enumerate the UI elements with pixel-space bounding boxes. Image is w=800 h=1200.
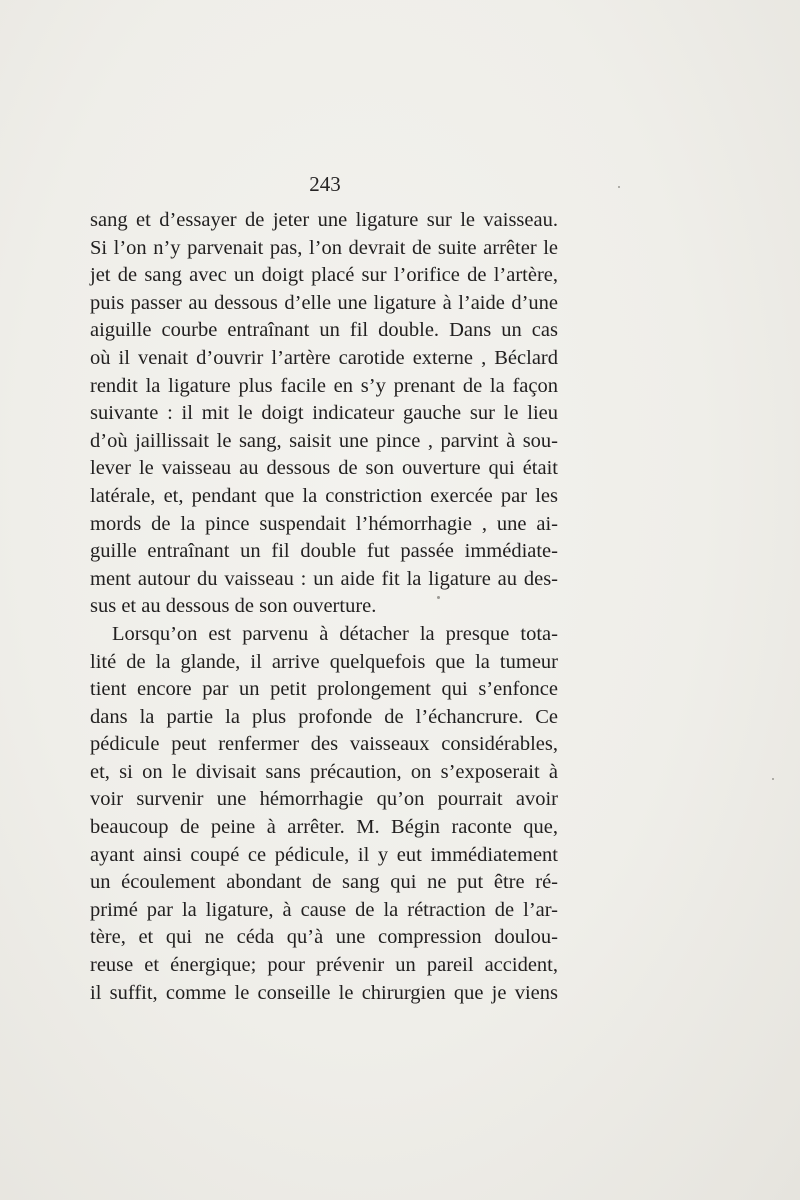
text-line: ment autour du vaisseau : un aide fit la ligature au des- — [90, 567, 558, 590]
text-line: primé par la ligature, à cause de la rétraction de l’ar- — [90, 898, 558, 921]
text-line: rendit la ligature plus facile en s’y prenant de la façon — [90, 374, 558, 397]
paragraph-first-line: Lorsqu’on est parvenu à détacher la presque tota- — [112, 622, 558, 645]
text-line: aiguille courbe entraînant un fil double. Dans un cas — [90, 319, 558, 342]
text-line: latérale, et, pendant que la constriction exercée par les — [90, 484, 558, 507]
text-line: lever le vaisseau au dessous de son ouverture qui était — [90, 457, 558, 480]
text-line: reuse et énergique; pour prévenir un pareil accident, — [90, 954, 558, 977]
text-line: suivante : il mit le doigt indicateur gauche sur le lieu — [90, 402, 558, 425]
text-line: un écoulement abondant de sang qui ne put être ré- — [90, 871, 558, 894]
text-line: dans la partie la plus profonde de l’échancrure. Ce — [90, 705, 558, 728]
text-line: mords de la pince suspendait l’hémorrhagie , une ai- — [90, 512, 558, 535]
body-text — [90, 207, 558, 1007]
text-line: beaucoup de peine à arrêter. M. Bégin raconte que, — [90, 816, 558, 839]
text-line: sus et au dessous de son ouverture. — [90, 595, 377, 618]
text-line: jet de sang avec un doigt placé sur l’orifice de l’artère, — [90, 264, 558, 287]
text-line: tère, et qui ne céda qu’à une compression doulou- — [90, 926, 558, 949]
text-line: pédicule peut renfermer des vaisseaux considérables, — [90, 733, 558, 756]
paper-speck — [772, 778, 774, 780]
text-line: voir survenir une hémorrhagie qu’on pourrait avoir — [90, 788, 558, 811]
text-line: où il venait d’ouvrir l’artère carotide externe , Béclard — [90, 346, 558, 369]
text-line: sang et d’essayer de jeter une ligature sur le vaisseau. — [90, 209, 558, 231]
text-line: et, si on le divisait sans précaution, on s’exposerait à — [90, 760, 558, 783]
text-line: ayant ainsi coupé ce pédicule, il y eut immédiatement — [90, 843, 558, 866]
text-line: guille entraînant un fil double fut passée immédiate- — [90, 540, 558, 563]
paper-speck — [618, 186, 620, 188]
text-line: lité de la glande, il arrive quelquefois que la tumeur — [90, 650, 558, 673]
text-line: il suffit, comme le conseille le chirurgien que je viens — [90, 981, 558, 1004]
text-line: tient encore par un petit prolongement qui s’enfonce — [90, 678, 558, 701]
text-line: Si l’on n’y parvenait pas, l’on devrait de suite arrêter le — [90, 236, 558, 259]
text-line: d’où jaillissait le sang, saisit une pince , parvint à sou- — [90, 429, 558, 452]
paper-speck — [437, 596, 440, 599]
text-line: puis passer au dessous d’elle une ligature à l’aide d’une — [90, 291, 558, 314]
page-number: 243 — [309, 172, 341, 196]
